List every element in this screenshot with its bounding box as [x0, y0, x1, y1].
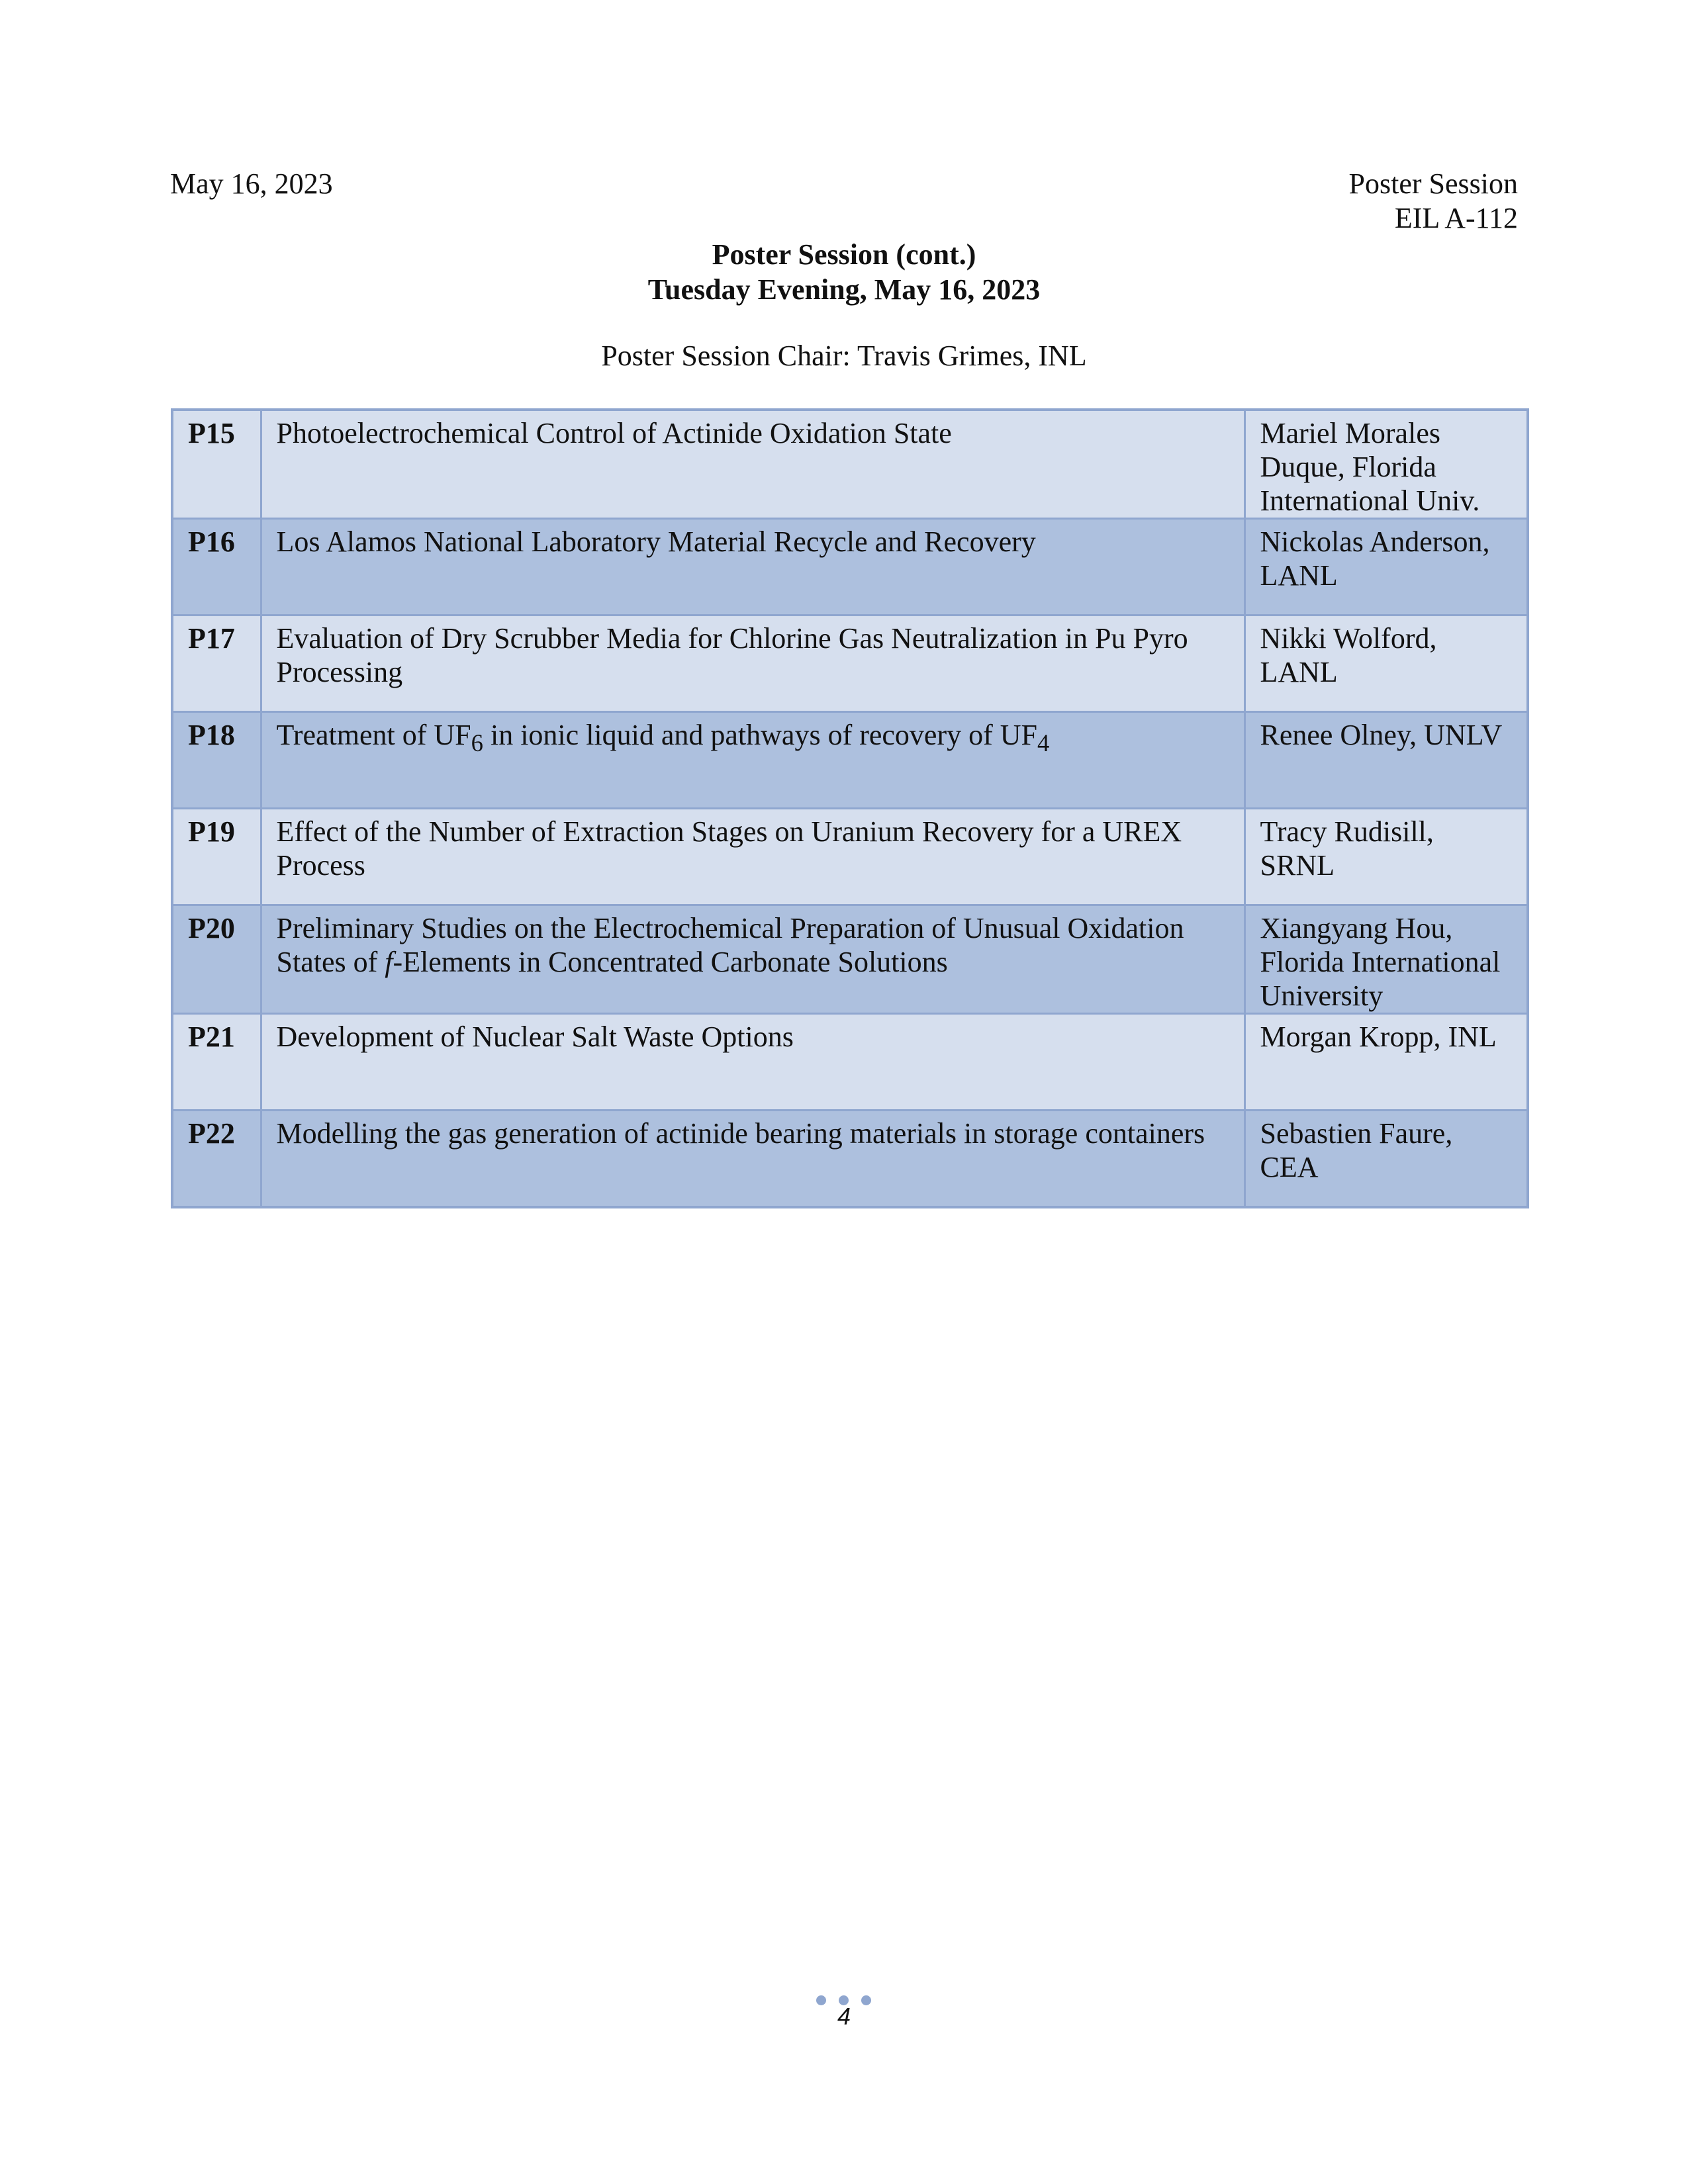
poster-title	[261, 712, 1244, 809]
table-row	[172, 519, 1528, 615]
poster-title: Photoelectrochemical Control of Actinide Oxidation State	[261, 410, 1244, 519]
poster-author: Mariel Morales Duque, Florida International Univ.	[1244, 410, 1528, 519]
poster-id: P18	[172, 712, 261, 809]
table-row	[172, 809, 1528, 905]
page-number: 4	[837, 2003, 851, 2030]
poster-id: P22	[172, 1111, 261, 1207]
poster-id: P15	[172, 410, 261, 519]
poster-id: P20	[172, 905, 261, 1014]
poster-author: Morgan Kropp, INL	[1244, 1014, 1528, 1111]
session-chair: Poster Session Chair: Travis Grimes, INL	[601, 340, 1087, 372]
poster-title: Evaluation of Dry Scrubber Media for Chlorine Gas Neutralization in Pu Pyro Processing	[261, 615, 1244, 712]
title-line-2: Tuesday Evening, May 16, 2023	[647, 273, 1041, 306]
poster-table	[171, 408, 1529, 1208]
table-row	[172, 1111, 1528, 1207]
poster-id: P17	[172, 615, 261, 712]
table-row	[172, 905, 1528, 1014]
table-row	[172, 1014, 1528, 1111]
header-room: EIL A-112	[1394, 202, 1518, 234]
title-part: Treatment of UF	[276, 719, 471, 751]
subscript: 4	[1037, 729, 1050, 756]
header-date: May 16, 2023	[170, 167, 333, 200]
poster-id: P19	[172, 809, 261, 905]
table-row	[172, 410, 1528, 519]
poster-title: Development of Nuclear Salt Waste Options	[261, 1014, 1244, 1111]
title-part: in ionic liquid and pathways of recovery of UF	[483, 719, 1038, 751]
poster-id: P16	[172, 519, 261, 615]
poster-author: Nickolas Anderson, LANL	[1244, 519, 1528, 615]
poster-title: Effect of the Number of Extraction Stages on Uranium Recovery for a UREX Process	[261, 809, 1244, 905]
title-line-1: Poster Session (cont.)	[712, 238, 976, 271]
table-row	[172, 712, 1528, 809]
poster-title: Modelling the gas generation of actinide bearing materials in storage containers	[261, 1111, 1244, 1207]
title-part: Preliminary Studies on the Electrochemical Preparation of Unusual Oxidation States of	[276, 912, 1184, 978]
table-row	[172, 615, 1528, 712]
title-italic: f	[385, 946, 393, 978]
poster-title	[261, 905, 1244, 1014]
poster-author: Nikki Wolford, LANL	[1244, 615, 1528, 712]
poster-id: P21	[172, 1014, 261, 1111]
poster-author: Tracy Rudisill, SRNL	[1244, 809, 1528, 905]
header-session-label: Poster Session	[1348, 167, 1518, 200]
poster-title: Los Alamos National Laboratory Material Recycle and Recovery	[261, 519, 1244, 615]
page-title	[0, 237, 1688, 307]
poster-author: Renee Olney, UNLV	[1244, 712, 1528, 809]
title-part: -Elements in Concentrated Carbonate Solutions	[393, 946, 948, 978]
subscript: 6	[471, 729, 483, 756]
poster-author: Xiangyang Hou, Florida International University	[1244, 905, 1528, 1014]
poster-author: Sebastien Faure, CEA	[1244, 1111, 1528, 1207]
header-session-info	[1349, 167, 1518, 236]
